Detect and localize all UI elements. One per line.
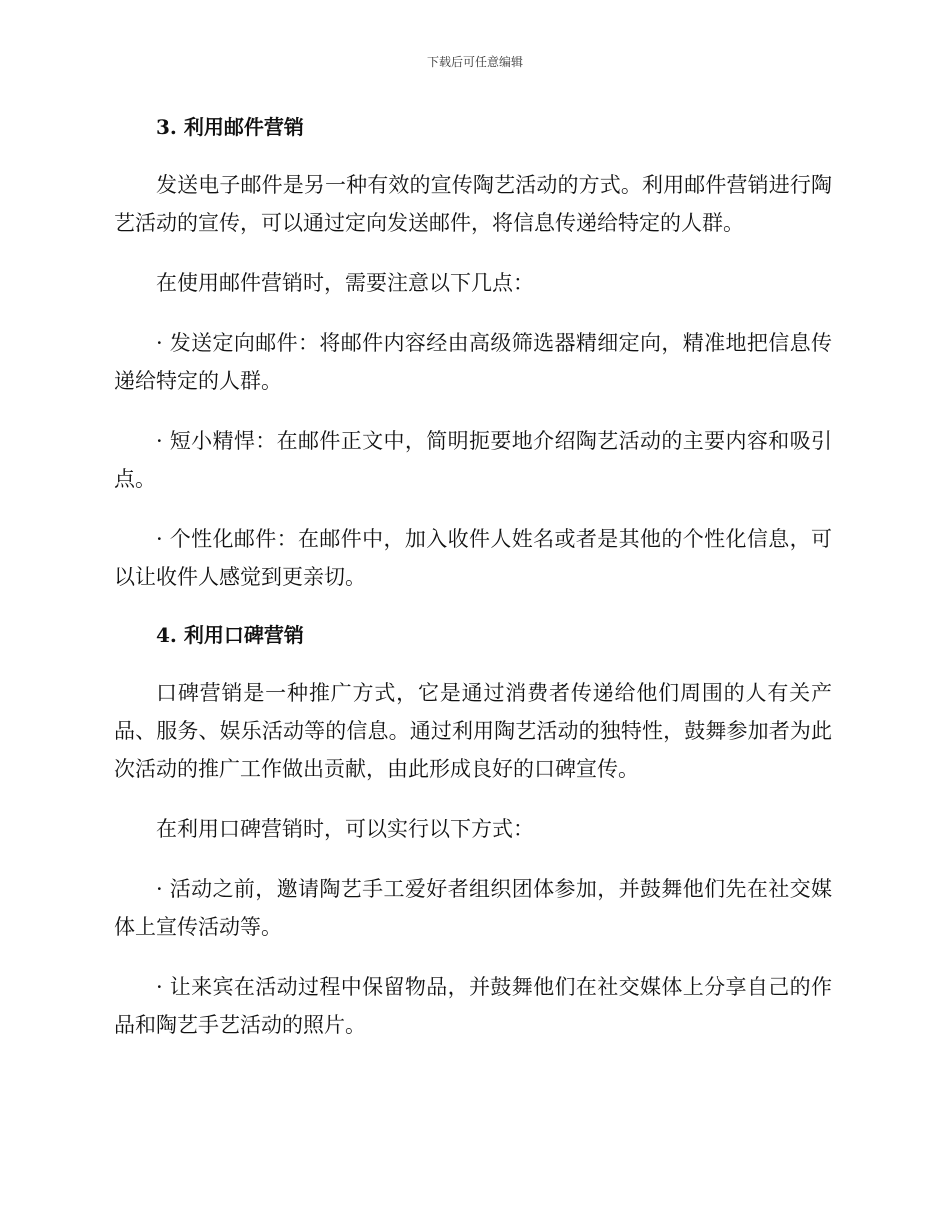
- bullet-before-event: · 活动之前，邀请陶艺手工爱好者组织团体参加，并鼓舞他们先在社交媒体上宣传活动等。: [114, 877, 832, 939]
- para-email-notes-lead: 在使用邮件营销时，需要注意以下几点：: [156, 271, 534, 295]
- para-wom-intro: 口碑营销是一种推广方式，它是通过消费者传递给他们周围的人有关产品、服务、娱乐活动等的信息。通过利用陶艺活动的独特性，鼓舞参加者为此次活动的推广工作做出贡献，由此形成良好的口碑宣传。: [114, 681, 832, 781]
- running-header: 下载后可任意编辑: [426, 55, 523, 69]
- bullet-personalized-email: · 个性化邮件：在邮件中，加入收件人姓名或者是其他的个性化信息，可以让收件人感觉到更亲切。: [114, 527, 832, 589]
- heading-email-marketing: 3. 利用邮件营销: [156, 115, 304, 139]
- document-body: [114, 110, 832, 1066]
- heading-word-of-mouth: 4. 利用口碑营销: [156, 623, 304, 647]
- bullet-short-concise: · 短小精悍：在邮件正文中，简明扼要地介绍陶艺活动的主要内容和吸引点。: [114, 429, 832, 491]
- bullet-targeted-email: · 发送定向邮件：将邮件内容经由高级筛选器精细定向，精准地把信息传递给特定的人群。: [114, 331, 832, 393]
- para-email-intro: 发送电子邮件是另一种有效的宣传陶艺活动的方式。利用邮件营销进行陶艺活动的宣传，可以通过定向发送邮件，将信息传递给特定的人群。: [114, 173, 832, 235]
- bullet-keep-items: · 让来宾在活动过程中保留物品，并鼓舞他们在社交媒体上分享自己的作品和陶艺手艺活动的照片。: [114, 975, 832, 1037]
- para-wom-methods-lead: 在利用口碑营销时，可以实行以下方式：: [156, 817, 534, 841]
